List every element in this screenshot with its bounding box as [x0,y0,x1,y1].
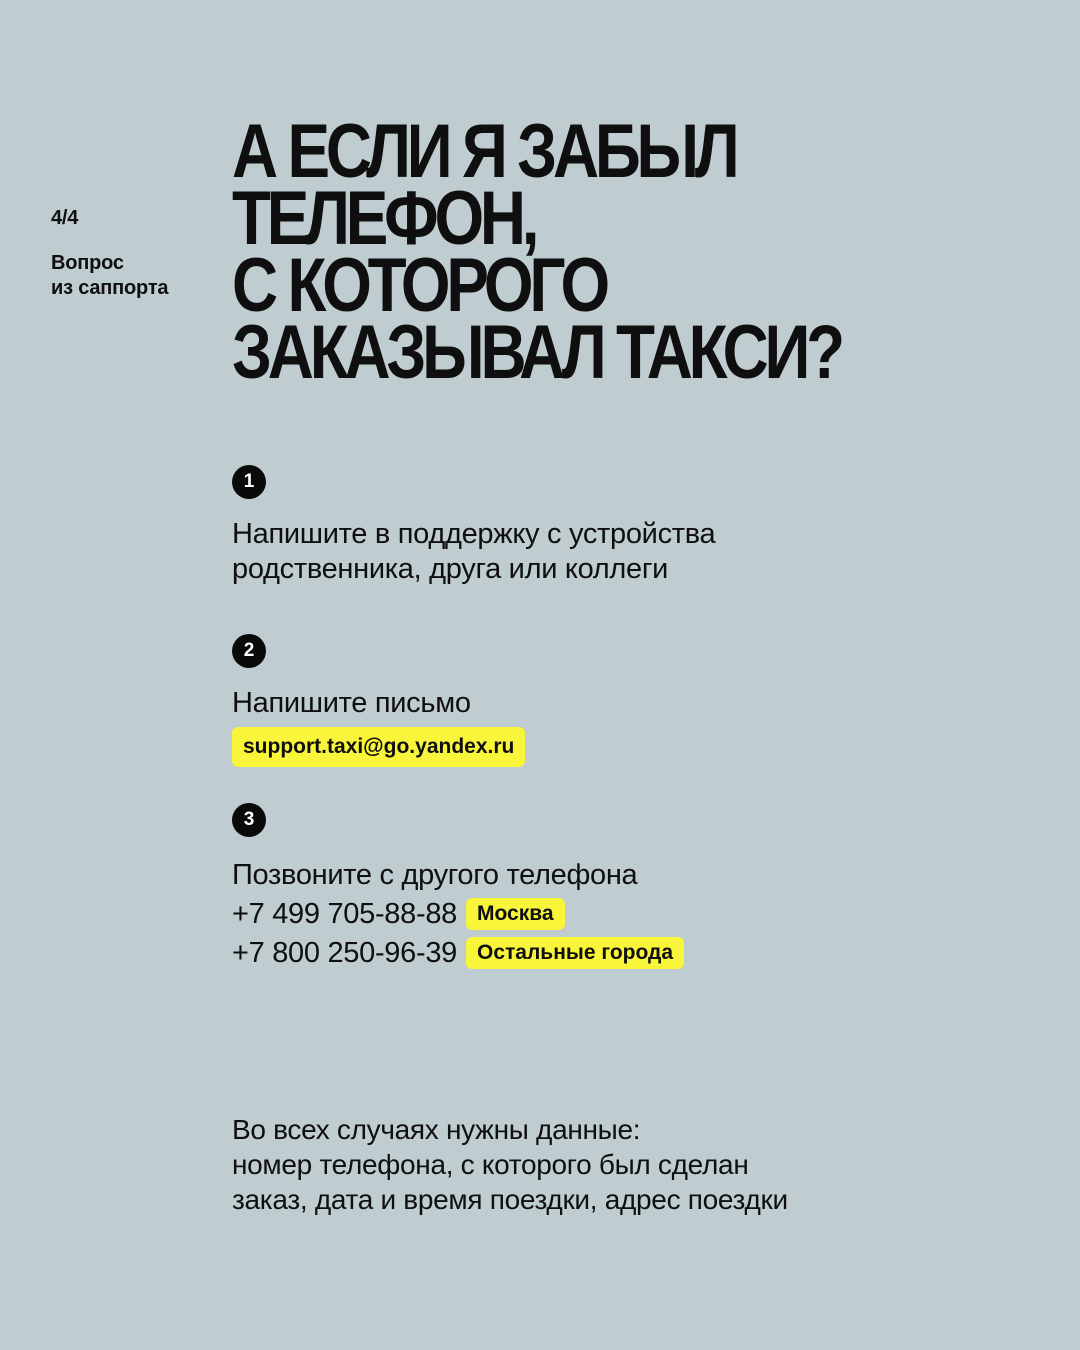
phone-number-moscow[interactable]: +7 499 705-88-88 [232,897,457,930]
required-data-note [232,1112,788,1217]
title-line-3: С КОТОРОГО [232,243,606,328]
phone-row-moscow [232,895,565,933]
note-line-3: заказ, дата и время поездки, адрес поездки [232,1184,788,1215]
page-title [232,109,841,395]
title-line-4: ЗАКАЗЫВАЛ ТАКСИ? [232,310,841,395]
title-line-1: А ЕСЛИ Я ЗАБЫЛ [232,109,736,194]
category-caption-line-1: Вопрос [51,252,124,274]
step-1-text [232,517,715,587]
step-1-number-badge: 1 [232,465,266,499]
step-3-line-1: Позвоните с другого телефона [232,859,638,891]
phone-number-other-cities[interactable]: +7 800 250-96-39 [232,936,457,969]
note-line-2: номер телефона, с которого был сделан [232,1149,749,1180]
page-counter: 4/4 [51,207,79,229]
category-caption-line-2: из саппорта [51,277,169,299]
region-tag-other-cities: Остальные города [466,937,684,969]
step-2-line-1: Напишите письмо [232,687,471,719]
phone-row-other-cities [232,934,684,972]
support-email-link[interactable]: support.taxi@go.yandex.ru [232,727,525,767]
step-1-line-1: Напишите в поддержку с устройства [232,518,716,550]
title-line-2: ТЕЛЕФОН, [232,176,536,261]
step-1-line-2: родственника, друга или коллеги [232,553,669,585]
region-tag-moscow: Москва [466,898,565,930]
step-3-text [232,858,637,893]
step-3-number-badge: 3 [232,803,266,837]
note-line-1: Во всех случаях нужны данные: [232,1114,641,1145]
step-2-text [232,686,471,721]
step-2-number-badge: 2 [232,634,266,668]
slide-meta [51,206,168,301]
